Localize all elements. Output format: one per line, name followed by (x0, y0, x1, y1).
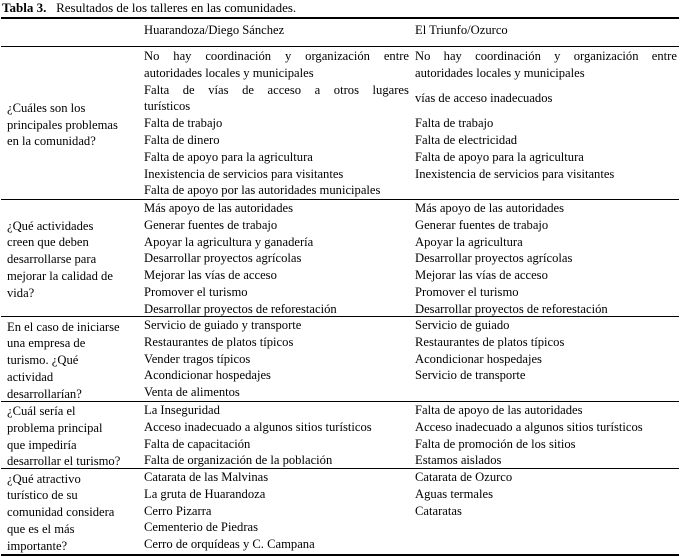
table-caption (2, 0, 296, 17)
question-line: ¿Cuál sería el (7, 403, 76, 418)
cell-text (415, 48, 677, 65)
header-rule (1, 46, 679, 47)
cell-text: La gruta de Huarandoza (144, 486, 266, 501)
question-line: comunidad considera (7, 505, 115, 520)
cell-text: Generar fuentes de trabajo (415, 217, 549, 232)
cell-text: Desarrollar proyectos de reforestación (144, 301, 337, 316)
justified-word: y (284, 49, 292, 63)
row-rule (1, 401, 679, 402)
cell-text: Aguas termales (415, 486, 493, 501)
cell-text: Desarrollar proyectos agrícolas (415, 251, 573, 266)
bottom-rule (1, 554, 679, 556)
cell-text: Vender tragos típicos (144, 351, 251, 366)
row-rule (1, 468, 679, 469)
cell-text (144, 82, 409, 99)
cell-text: La Inseguridad (144, 403, 220, 417)
justified-word: de (182, 82, 195, 97)
justified-word: a (314, 82, 321, 97)
cell-text: Falta de trabajo (415, 116, 494, 131)
justified-word: otros (333, 82, 359, 97)
question-line: que impediría (7, 437, 77, 452)
row-rule (1, 199, 679, 200)
cell-text: Generar fuentes de trabajo (144, 217, 278, 232)
cell-text: Inexistencia de servicios para visitantes (415, 166, 615, 181)
question-line: ¿Cuáles son los (7, 100, 86, 115)
question-line: turismo. ¿Qué (7, 353, 79, 368)
justified-word: organización (573, 49, 639, 63)
cell-text: Acondicionar hospedajes (144, 368, 271, 383)
cell-text: Venta de alimentos (144, 385, 240, 400)
justified-word: No (415, 49, 431, 63)
cell-text: Falta de dinero (144, 133, 220, 147)
cell-text: Desarrollar proyectos agrícolas (144, 251, 302, 266)
question-line: mejorar la calidad de (7, 268, 113, 283)
justified-word: acceso (267, 82, 302, 97)
cell-text: Falta de electricidad (415, 133, 518, 147)
cell-text: Acceso inadecuado a algunos sitios turísticos (144, 419, 372, 434)
justified-word: organización (305, 49, 370, 63)
cell-text: Acceso inadecuado a algunos sitios turísticos (415, 419, 643, 434)
question-line: creen que deben (7, 235, 89, 250)
cell-text: Apoyar la agricultura y ganadería (144, 234, 314, 249)
cell-text (144, 48, 409, 65)
justified-word: coordinación (475, 49, 541, 63)
cell-text: Falta de apoyo por las autoridades municipales (144, 183, 381, 198)
cell-text: Falta de apoyo para la agricultura (144, 149, 313, 164)
justified-word: hay (443, 49, 462, 63)
cell-text: Mejorar las vías de acceso (415, 268, 548, 283)
justified-word: Falta (144, 82, 170, 97)
question-line: desarrollarse para (7, 252, 97, 267)
question-line: vida? (7, 285, 35, 300)
cell-text: Cementerio de Piedras (144, 520, 259, 535)
cell-text: Falta de apoyo para la agricultura (415, 149, 584, 164)
justified-word: de (242, 82, 254, 97)
cell-text: Estamos aislados (415, 453, 502, 468)
cell-text: Promover el turismo (144, 285, 248, 299)
cell-text: Servicio de transporte (415, 368, 526, 383)
justified-word: hay (173, 49, 192, 63)
cell-text: Falta de capacitación (144, 436, 251, 451)
justified-word: entre (651, 49, 677, 63)
question-line: turístico de su (7, 488, 78, 503)
cell-text: vías de acceso inadecuados (415, 91, 553, 105)
justified-word: lugares (372, 82, 409, 97)
question-line: actividad (7, 369, 54, 384)
cell-text: Falta de apoyo de las autoridades (415, 403, 583, 417)
cell-text: Catarata de las Malvinas (144, 470, 269, 484)
cell-text: Cerro de orquídeas y C. Campana (144, 537, 315, 552)
cell-text: Desarrollar proyectos de reforestación (415, 301, 608, 316)
cell-text: Mejorar las vías de acceso (144, 268, 277, 283)
cell-text: Restaurantes de platos típicos (415, 334, 565, 349)
question-line: desarrollarían? (7, 386, 82, 401)
header-huarandoza: Huarandoza/Diego Sánchez (144, 23, 285, 37)
table-title: Resultados de los talleres en las comunidades. (56, 0, 297, 15)
question-line: en la comunidad? (7, 134, 96, 149)
cell-text: Catarata de Ozurco (415, 470, 513, 484)
question-line: ¿Qué atractivo (7, 471, 81, 486)
question-line: ¿Qué actividades (7, 218, 94, 233)
justified-word: coordinación (205, 49, 272, 63)
question-line: En el caso de iniciarse (7, 319, 120, 334)
question-line: problema principal (7, 420, 103, 435)
cell-text: Falta de promoción de los sitios (415, 436, 576, 451)
table-number: Tabla 3. (2, 0, 47, 15)
cell-text: Apoyar la agricultura (415, 234, 523, 249)
cell-text: Acondicionar hospedajes (415, 351, 542, 366)
cell-text: autoridades locales y municipales (415, 65, 585, 80)
cell-text: autoridades locales y municipales (144, 65, 314, 80)
question-line: que es el más (7, 521, 75, 536)
header-el-triunfo: El Triunfo/Ozurco (415, 23, 508, 37)
cell-text: Falta de trabajo (144, 116, 223, 131)
justified-word: y (554, 49, 561, 63)
cell-text: Inexistencia de servicios para visitantes (144, 166, 344, 181)
cell-text: Más apoyo de las autoridades (415, 201, 564, 215)
cell-text: Restaurantes de platos típicos (144, 334, 294, 349)
justified-word: No (144, 49, 160, 63)
justified-word: vías (208, 82, 229, 97)
justified-word: entre (383, 49, 409, 63)
question-line: una empresa de (7, 336, 86, 351)
cell-text: Falta de organización de la población (144, 453, 333, 468)
cell-text: Más apoyo de las autoridades (144, 201, 293, 215)
row-rule (1, 316, 679, 317)
question-line: principales problemas (7, 117, 118, 132)
question-line: desarrollar el turismo? (7, 454, 121, 469)
cell-text: Servicio de guiado (415, 318, 510, 332)
top-rule (1, 17, 679, 19)
cell-text: Promover el turismo (415, 285, 519, 299)
cell-text: Cataratas (415, 503, 462, 518)
question-line: importante? (7, 538, 68, 553)
cell-text: Servicio de guiado y transporte (144, 318, 302, 332)
cell-text: turísticos (144, 99, 191, 114)
cell-text: Cerro Pizarra (144, 503, 212, 518)
